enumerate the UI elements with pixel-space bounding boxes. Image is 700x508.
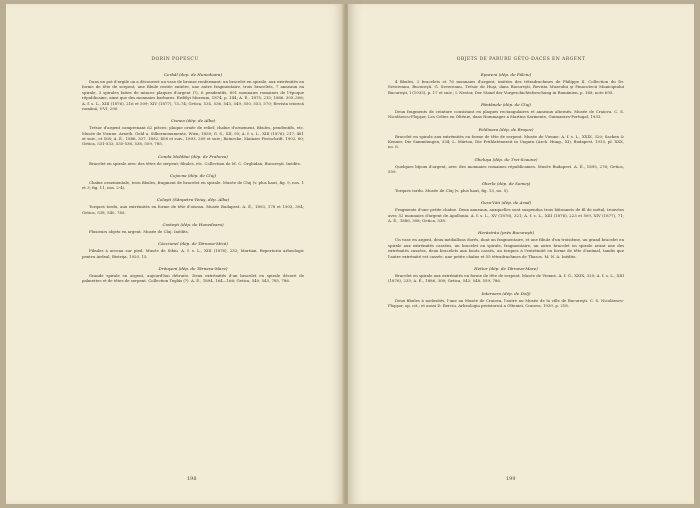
entry-title: Căcciunel (dép. de Târnava-Mică) <box>158 241 228 247</box>
entry-text: Fragments d'une petite chaîne. Deux anneaux, auxquelles sont suspendus trois bâtonnets de fil de métal, trouvées avec 52 monnaies d'argent de Apollonia. A. f. s. L., XV (1876), 321; A. f. s. L., XIII (1876), 223 et 509, XIV (1877), 71; A. É., 1886, 308; Getica, 538. <box>388 207 624 224</box>
entry-text: Dans un pot d'argile on a découvert un vase de bronze renfermant: un bracelet en spirale, aux extrémités en forme de tête de serpent, une fibule restée entière, une autre fragmentaire, trois bracelets, 7 anneaux en spirale, 3 spirales faites de minces plaques d'argent (?), 6 pendentifs, 891 monnaies romaines de l'époque républicaine, ainsi que des monnaies barbares. Erdélyi Muzeum, 1874, p. 144; A. É., 1875, 215; 1886, 305–306; A. f. s. L., XIII (1876), 216 et 509; XIV (1877), 73–74; Getica, 535, 536, 543, 549, 550, 553, 570; Revista istorică română, V-VI, 290. <box>82 79 304 112</box>
entry <box>82 222 304 234</box>
right-running-head: OBJETS DE PARURE GÉTO-DACES EN ARGENT <box>456 57 586 62</box>
entry <box>388 291 624 309</box>
right-page <box>348 4 694 504</box>
entry-text: Bracelet en spirale aux extrémités en forme de tête de serpent. Musée de Vienne. A. f. s. L., XXIX, 320; Sacken & Kenner, Die Sammlungen, 334; L. Márton, Die Frühlatènezeit in Ungarn (Arch. Hung., XI), Budapest, 1933, pl. XXX, no. 6. <box>388 133 624 150</box>
entry-text: Torques tordu, aux extrémités en forme de tête d'oiseau. Musée Budapest. A. É., 1893, 178 et 1903, 304; Getica, 538, 540, 785. <box>82 204 304 215</box>
entry-text: 4 fibules, 2 bracelets et 76 monnaies d'argent, imitées des tétradrachmes de Philippe II. Collection du Dr. Severeanu, Bucureşti. G. Severeanu, Trésor de Huşi, dans Bucureşti, Revista Muzeului şi Pinacotecii Municipiului Bucureşti, I (1935), p. 17 et suiv.; I. Nestor, Der Stand der Vorgeschichtsforschung in Rumänien, p. 168, note 695. <box>388 79 624 95</box>
entry <box>82 72 304 111</box>
entry-title: Conda Moldăui (dép. de Prahova) <box>158 153 228 159</box>
entry-title: Coloşti (Sânpetru-Teiuş, dép. Alba) <box>156 197 230 203</box>
entry <box>388 72 624 95</box>
entry-title: Gherla (dép. de Someş) <box>481 181 531 187</box>
entry-title: Hetiur (dép. de Târnava-Mare) <box>474 265 538 271</box>
entry <box>82 266 304 284</box>
entry-text: Bracelet en spirale aux extrémités en forme de tête de serpent. Musée de Vienne. A. f. G., XXIX, 320; A. f. s. L., XIII (1876), 235; A. É., 1886, 308; Getica, 543, 548, 559, 786. <box>388 272 624 284</box>
entry <box>388 181 624 193</box>
entry-title: Fântânele (dép. de Cluj) <box>481 102 531 108</box>
entry-text: Quelques bijoux d'argent, avec des monnaies romaines républicaines. Musée Budapest. A. É., 1895, 276; Getica, 559. <box>388 163 624 175</box>
entry <box>388 127 624 150</box>
entry <box>388 230 624 259</box>
left-running-head: DORIN POPESCU <box>151 57 199 62</box>
entry-text: Un vase en argent, deux médaillons dorés, dont un fragmentaire, et une fibule d'un troisième, un grand bracelet en spirale aux extrémités cassées, un bracelet en spirale, fragmentaire, un autre bracelet en spirale avant une des extrémités cassées, deux bracelets aux bouts cassés, un torques à l'extrémité en forme de tête d'animal, tandis que l'autre extrémité est cassée, une petite chaîne et 55 tétradrachmes de Thasos. M. N. A. Inédits. <box>388 237 624 259</box>
entry-text: Grande spirale en argent, aujourd'hui détruite. Deux extrémités d'un bracelet en spirale décoré de palmettes et de têtes de serpent. Collection Teglás (?). A. É., 1894, 164—166; Getica, 540, 543, 785, 786. <box>82 272 304 284</box>
entry-title: Feldioara (dép. de Braşov) <box>478 126 534 132</box>
entry <box>388 157 624 175</box>
entry <box>82 154 304 166</box>
entry-title: Gheluşa (dép. de Trei-Scaune) <box>474 156 538 162</box>
entry <box>82 197 304 215</box>
entry-text: Fibules à arceau sur pied. Musée de Sibiu. A. f. s. L., XIII (1876), 232; Martian, Repertoriu arheologic pentru Ardeal, Bistriţa, 1920, 15. <box>82 248 304 259</box>
entry-text: Deux fragments de ceinture consistant en plaques rectangulaires et anneaux alternés. Musée de Craiova. C. S. Nicolăescu-Plopşor, Les Celtes en Olténie, dans Hommages a Martins Sarmente, Guimaraes-Portugal, 1933. <box>388 109 624 120</box>
left-page <box>6 4 344 504</box>
left-page-number: 198 <box>187 476 197 482</box>
entry <box>388 266 624 284</box>
entry-title: Cojocna (dép. de Cluj) <box>169 172 217 178</box>
entry-title: Cisnea (dép. de Alba) <box>170 118 216 124</box>
entry-title: Costeşti (dép. de Hunedoara) <box>162 222 224 228</box>
entry-title: Herăstrău (près Bucureşti) <box>477 230 535 236</box>
left-page-body <box>82 72 304 291</box>
entry-title: Epureni (dép. de Fălciu) <box>480 72 532 77</box>
right-page-body <box>388 72 624 315</box>
entry-title: Gura-Văii (dép. de Arad) <box>480 200 532 206</box>
entry-title: Cerbăl (dep. de Hunedoara) <box>163 72 223 77</box>
entry <box>388 200 624 223</box>
entry-title: Drăuşeni (dép. de Târnava-Mare) <box>158 265 228 271</box>
entry <box>388 102 624 120</box>
right-page-number: 199 <box>506 476 516 482</box>
entry-text: Chaîne ornementale, trois fibules, fragment de bracelet en spirale. Musée de Cluj (v. plus haut, fig. 9, nos. 1 et 3; fig. 11, nos. 2-4). <box>82 179 304 191</box>
entry-text: Bracelet en spirale avec des têtes de serpent; fibules, etc. Collection de M. C. Orghidan, Bucureşti. Inédits. <box>89 160 301 166</box>
entry-text: Trésor d'argent comprenant 62 pièces: plaque ornée de relief, chaîne d'ornement, fibules, pendentifs, etc. Musée de Vienne. Arneth, Gold u. Silbermonumente, Wien, 1850; G. S., XII, 95; A. f. s. L., XIII (1876), 217, 481 et suiv., et 508; A. É., 1886, 307, 1892, 408 et suiv., 1893, 209 et suiv.; Reinecke, Mainzer Festschrift, 1902, 80; Getica, 531-533, 535-536, 538, 559, 785. <box>82 125 304 147</box>
entry-text: Deux fibules à nodosités, l'une au Musée de Craiova, l'autre au Musée de la ville de Bucureşti. C. S. Nicolăescu-Plopşor, op. cit.; et aussi D. Berciu, Arheologia preistorică a Olteniei, Craiova, 1939, p. 218. <box>388 297 624 308</box>
entry-title: Interoara (dép. de Dolj) <box>481 290 531 296</box>
entry-text: Plusieurs objets en argent. Musée de Cluj. Inédits. <box>89 229 189 235</box>
entry <box>82 118 304 147</box>
entry-text: Torques tordu. Musée de Cluj (v. plus haut, fig. 13, no. 5). <box>395 188 509 194</box>
entry <box>82 173 304 191</box>
entry <box>82 241 304 259</box>
